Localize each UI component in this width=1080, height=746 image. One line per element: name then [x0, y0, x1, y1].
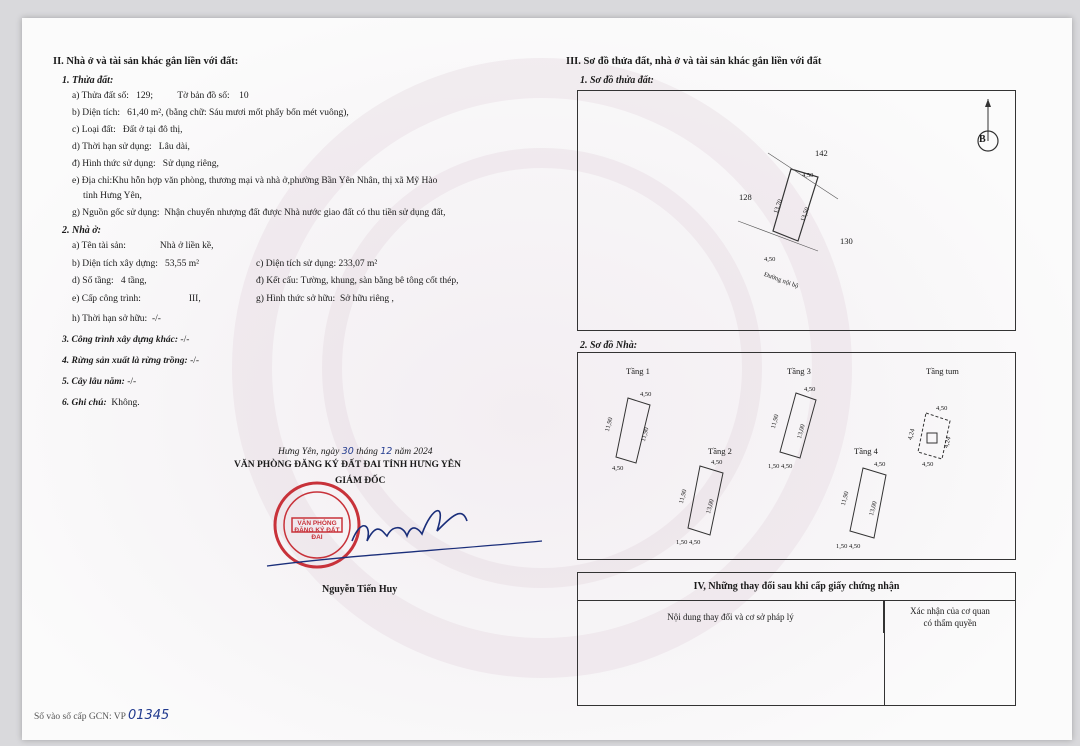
land-origin: g) Nguồn gốc sử dụng: Nhận chuyển nhượng đất được Nhà nước giao đất có thu tiền sử dụng đất, [72, 208, 446, 218]
land-type: c) Loại đất: Đất ở tại đô thị, [72, 125, 183, 135]
floor-3-bottom: 1,50 4,50 [768, 463, 793, 470]
item-3: 3. Công trình xây dựng khác: -/- [62, 335, 190, 345]
item-5: 5. Cây lâu năm: -/- [62, 377, 137, 387]
floor-1-width: 4,50 [640, 391, 652, 398]
house-plan-title: 2. Sơ đồ Nhà: [580, 340, 638, 351]
stamp-text: VĂN PHÒNG ĐĂNG KÝ ĐẤT ĐAI [294, 520, 340, 541]
floor-2-label: Tầng 2 [708, 446, 732, 456]
floor-2-length-a: 11,90 [677, 488, 689, 505]
parcel-number: a) Thửa đất số: 129; Tờ bản đồ số: 10 [72, 91, 249, 101]
serial-number: Số vào sổ cấp GCN: VP 01345 [34, 708, 170, 723]
neighbor-top: 142 [815, 148, 828, 158]
floor-4-bottom: 1,50 4,50 [836, 543, 861, 550]
land-address-line2: tỉnh Hưng Yên, [83, 191, 142, 201]
dim-left: 13,70 [772, 198, 785, 215]
house-heading: 2. Nhà ở: [62, 225, 101, 236]
neighbor-left: 128 [739, 192, 752, 202]
floor-1-label: Tầng 1 [626, 366, 650, 376]
issuing-office: VĂN PHÒNG ĐĂNG KÝ ĐẤT ĐAI TỈNH HƯNG YÊN [234, 460, 461, 470]
road-label: Đường nội bộ [762, 271, 800, 290]
floor-4-length-b: 13,00 [868, 500, 879, 517]
floor-2-width: 4,50 [711, 459, 723, 466]
section-3-title: III. Sơ đồ thửa đất, nhà ở và tài sản khác gắn liền với đất [566, 56, 822, 67]
house-plan-box [577, 352, 1016, 560]
house-use-area: c) Diện tích sử dụng: 233,07 m² [256, 259, 378, 269]
house-floors: d) Số tầng: 4 tầng, [72, 276, 147, 286]
floor-1-length-b: 11,90 [639, 426, 651, 443]
floor-tum-width: 4,50 [936, 405, 948, 412]
land-heading: 1. Thửa đất: [62, 75, 114, 86]
floor-4-width: 4,50 [874, 461, 886, 468]
house-ownership-term: h) Thời hạn sở hữu: -/- [72, 314, 161, 324]
land-plan-title: 1. Sơ đồ thửa đất: [580, 75, 654, 86]
signer-name: Nguyễn Tiến Huy [322, 584, 398, 595]
section-2-title: II. Nhà ở và tài sản khác gắn liền với đất: [53, 56, 239, 67]
item-4: 4. Rừng sản xuất là rừng trồng: -/- [62, 356, 200, 366]
neighbor-right: 130 [840, 236, 853, 246]
dim-top: 4,50 [802, 172, 814, 179]
section-4-title: IV, Những thay đổi sau khi cấp giấy chứng nhận [578, 573, 1015, 601]
land-address: e) Địa chỉ:Khu hỗn hợp văn phòng, thương mại và nhà ở,phường Bần Yên Nhân, thị xã Mỹ Hào [72, 176, 438, 186]
floor-3-length-a: 11,90 [769, 413, 781, 430]
house-build-area: b) Diện tích xây dựng: 53,55 m² [72, 259, 200, 269]
changes-col-confirm: Xác nhận của cơ quan có thẩm quyền [910, 606, 990, 628]
north-marker: B [979, 134, 986, 145]
changes-col-content: Nội dung thay đổi và cơ sở pháp lý [578, 601, 884, 633]
dim-right: 13,50 [799, 206, 812, 223]
signer-position: GIÁM ĐỐC [335, 476, 386, 486]
floor-2-length-b: 13,00 [705, 498, 716, 515]
house-plan-drawing [578, 353, 1017, 561]
changes-table [577, 572, 1016, 706]
floor-1-length-a: 11,90 [603, 416, 615, 433]
item-6: 6. Ghi chú: Không. [62, 398, 140, 408]
dim-bottom: 4,50 [764, 256, 776, 263]
floor-tum-length-a: 4,24 [906, 428, 917, 441]
floor-1-bottom: 4,50 [612, 465, 624, 472]
floor-3-label: Tầng 3 [787, 366, 811, 376]
floor-3-length-b: 13,00 [796, 423, 807, 440]
floor-tum-length-b: 4,24 [942, 436, 953, 449]
land-use-form: đ) Hình thức sử dụng: Sử dụng riêng, [72, 159, 219, 169]
sign-date: Hưng Yên, ngày 30 tháng 12 năm 2024 [278, 446, 433, 457]
house-structure: đ) Kết cấu: Tường, khung, sàn bằng bê tông cốt thép, [256, 276, 459, 286]
house-ownership-form: g) Hình thức sở hữu: Sở hữu riêng , [256, 294, 394, 304]
floor-tum-label: Tầng tum [926, 366, 959, 376]
certificate-sheet [22, 18, 1072, 740]
land-plan-drawing [578, 91, 1017, 332]
signature-scribble [262, 486, 552, 576]
floor-tum-bottom: 4,50 [922, 461, 934, 468]
land-plan-box [577, 90, 1016, 331]
land-term: d) Thời hạn sử dụng: Lâu dài, [72, 142, 190, 152]
floor-3-width: 4,50 [804, 386, 816, 393]
floor-2-bottom: 1,50 4,50 [676, 539, 701, 546]
house-name: a) Tên tài sản: Nhà ở liền kề, [72, 241, 214, 251]
floor-4-length-a: 11,90 [839, 490, 851, 507]
house-grade: e) Cấp công trình: III, [72, 294, 201, 304]
floor-4-label: Tầng 4 [854, 446, 878, 456]
land-area: b) Diện tích: 61,40 m², (bằng chữ: Sáu mươi mốt phẩy bốn mét vuông), [72, 108, 349, 118]
